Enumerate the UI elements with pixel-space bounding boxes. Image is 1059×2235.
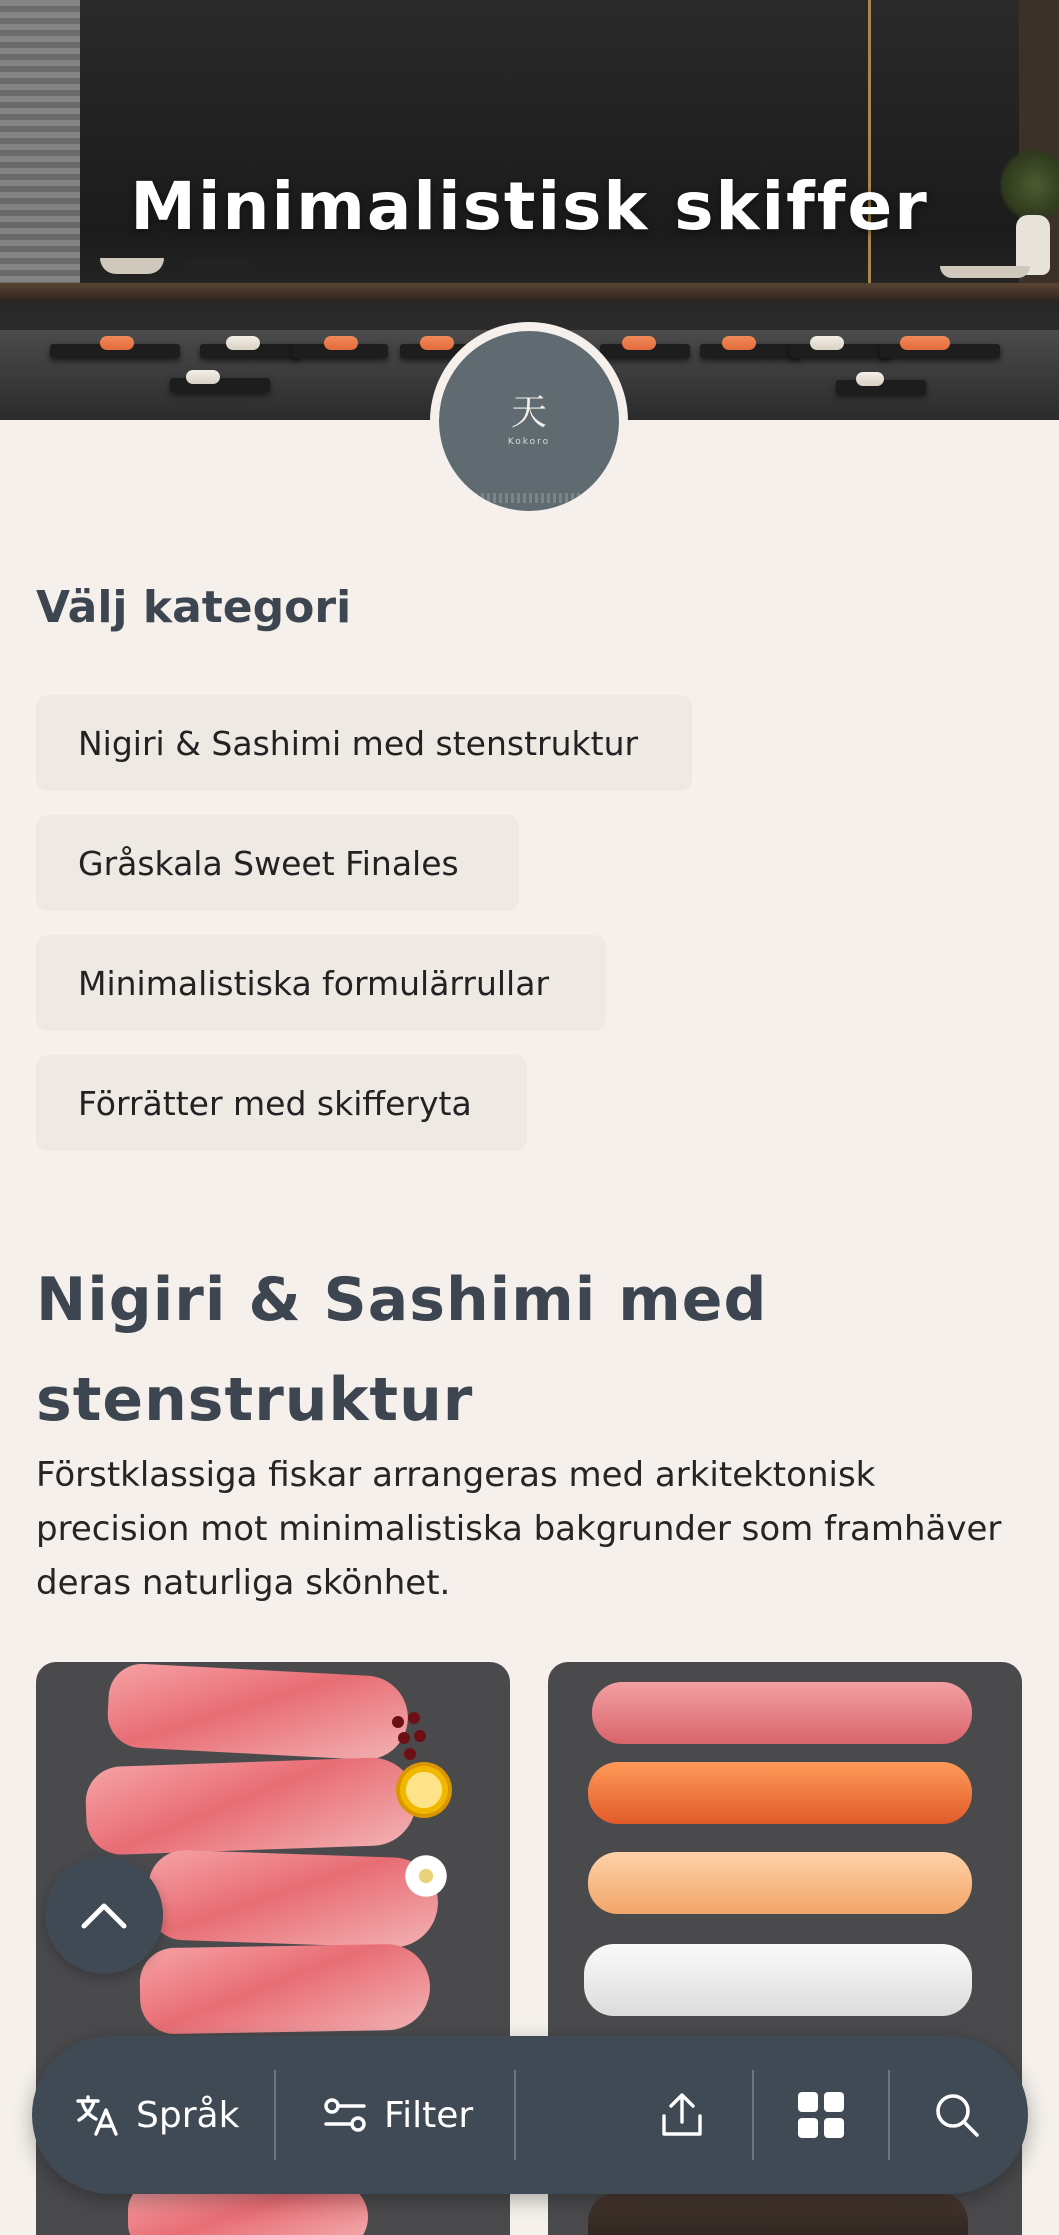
sushi-piece: [324, 336, 358, 350]
share-upload-icon: [658, 2090, 706, 2140]
sashimi-slice: [85, 1756, 418, 1855]
category-chip-starters[interactable]: Förrätter med skifferyta: [36, 1055, 527, 1151]
filter-button[interactable]: [322, 2036, 473, 2194]
category-chip-form-rolls[interactable]: Minimalistiska formulärrullar: [36, 935, 606, 1031]
toolbar-divider: [274, 2070, 276, 2160]
category-chip-sweet-finales[interactable]: Gråskala Sweet Finales: [36, 815, 519, 911]
filter-label: Filter: [384, 2094, 474, 2136]
back-shelf: [0, 283, 1059, 301]
logo-wave-pattern: [439, 493, 619, 503]
search-icon: [932, 2090, 982, 2140]
sushi-piece: [420, 336, 454, 350]
brass-pillar: [868, 0, 871, 290]
page-title: Minimalistisk skiffer: [130, 168, 929, 245]
language-button[interactable]: [74, 2036, 239, 2194]
toolbar-divider: [752, 2070, 754, 2160]
sushi-piece: [900, 336, 950, 350]
nigiri-row: [588, 1762, 972, 1824]
slate-plate: [170, 378, 270, 392]
category-picker-heading: Välj kategori: [36, 582, 352, 633]
category-chip-nigiri-sashimi[interactable]: Nigiri & Sashimi med stenstruktur: [36, 695, 692, 791]
chevron-up-icon: [80, 1900, 128, 1930]
bottom-toolbar: [32, 2036, 1028, 2194]
lemon-slice: [396, 1762, 452, 1818]
grid-icon: [796, 2090, 846, 2140]
translate-icon: [74, 2092, 120, 2138]
toolbar-divider: [514, 2070, 516, 2160]
berry: [392, 1716, 404, 1728]
logo-name: Kokoro: [507, 437, 551, 447]
toolbar-divider: [888, 2070, 890, 2160]
maki-row: [588, 2192, 968, 2235]
sushi-piece: [810, 336, 844, 350]
window-blinds: [0, 0, 80, 290]
berry: [404, 1748, 416, 1760]
sashimi-slice: [139, 1943, 430, 2034]
berry: [398, 1732, 410, 1744]
bowl: [100, 258, 164, 274]
berry: [408, 1712, 420, 1724]
nigiri-row: [584, 1944, 972, 2016]
logo-glyph: 天: [510, 392, 547, 433]
sushi-piece: [722, 336, 756, 350]
nigiri-row: [592, 1682, 972, 1744]
share-button[interactable]: [658, 2036, 706, 2194]
grid-view-button[interactable]: [796, 2036, 846, 2194]
sushi-piece: [856, 372, 884, 386]
logo-badge: [439, 331, 619, 511]
category-description: Förstklassiga fiskar arrangeras med arkitektonisk precision mot minimalistiska bakgrunder som framhäver deras naturliga skönhet.: [36, 1455, 1002, 1603]
sushi-piece: [186, 370, 220, 384]
restaurant-logo[interactable]: [430, 322, 628, 520]
berry: [414, 1730, 426, 1742]
category-title: Nigiri & Sashimi med stenstruktur: [36, 1265, 768, 1435]
bowl: [184, 258, 254, 274]
scroll-to-top-button[interactable]: [45, 1856, 163, 1974]
sushi-piece: [226, 336, 260, 350]
sushi-piece: [622, 336, 656, 350]
nigiri-row: [588, 1852, 972, 1914]
sushi-piece: [100, 336, 134, 350]
flower-garnish: [402, 1852, 450, 1900]
search-button[interactable]: [932, 2036, 982, 2194]
sashimi-slice: [147, 1849, 440, 1949]
sashimi-slice: [106, 1662, 410, 1762]
sliders-icon: [322, 2095, 368, 2135]
language-label: Språk: [136, 2094, 240, 2136]
bowl: [940, 266, 1030, 278]
